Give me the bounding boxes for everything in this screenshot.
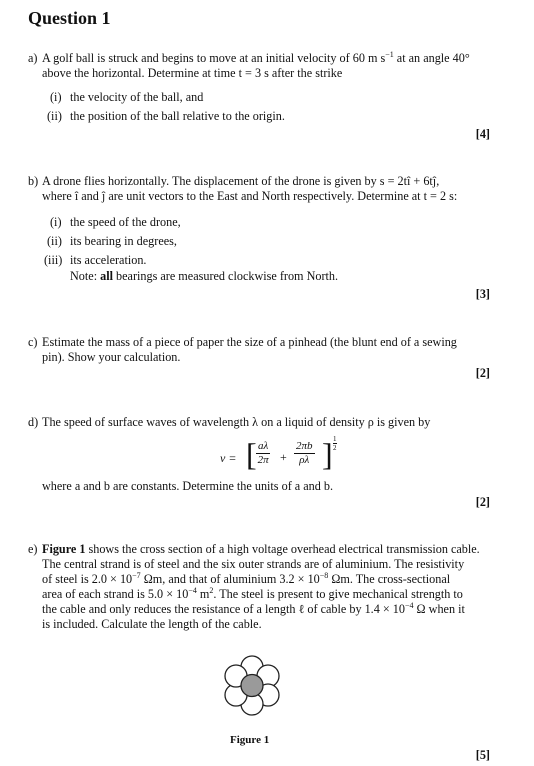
part-e-figure-ref: Figure 1 bbox=[42, 542, 86, 556]
equation-plus: + bbox=[280, 450, 287, 464]
cable-cross-section-diagram bbox=[208, 652, 296, 720]
fraction-2-numerator: 2πb bbox=[296, 440, 313, 452]
part-b-label: b) bbox=[28, 174, 39, 188]
part-e-line4-a: area of each strand is 5.0 × 10 bbox=[42, 587, 189, 601]
part-a-label: a) bbox=[28, 51, 38, 65]
part-e-line5-a: the cable and only reduces the resistance of a length ℓ of cable by 1.4 × 10 bbox=[42, 602, 405, 616]
part-c-label: c) bbox=[28, 335, 38, 349]
part-e-line3-c: Ωm. The cross-sectional bbox=[328, 572, 451, 586]
part-e-line4-sup2: 2 bbox=[209, 586, 214, 595]
exponent-denominator: 2 bbox=[333, 444, 337, 452]
part-a-line1 bbox=[42, 51, 470, 66]
part-e-line4-b: m bbox=[196, 587, 210, 601]
part-b-item-2-text: its bearing in degrees, bbox=[70, 234, 177, 248]
part-e-line3-sup1: −7 bbox=[132, 571, 141, 580]
part-e-marks: [5] bbox=[475, 748, 490, 762]
part-b-note bbox=[70, 269, 338, 284]
part-a-marks: [4] bbox=[475, 127, 490, 141]
part-b-line1: A drone flies horizontally. The displacement of the drone is given by s = 2tî + 6tĵ, bbox=[42, 174, 440, 188]
part-a-item-1-num: (i) bbox=[50, 90, 62, 104]
part-b-item-2-num: (ii) bbox=[47, 234, 62, 248]
part-c-line2: pin). Show your calculation. bbox=[42, 350, 181, 364]
part-e-line4-sup1: −4 bbox=[188, 586, 197, 595]
part-a-item-2-text: the position of the ball relative to the origin. bbox=[70, 109, 285, 123]
fraction-1-denominator: 2π bbox=[257, 454, 269, 466]
part-b-item-3-num: (iii) bbox=[44, 253, 63, 267]
figure-caption: Figure 1 bbox=[230, 734, 270, 746]
part-b-marks: [3] bbox=[475, 287, 490, 301]
part-b-item-1-text: the speed of the drone, bbox=[70, 215, 181, 229]
part-d-marks: [2] bbox=[475, 495, 490, 509]
equation-lhs: v = bbox=[220, 451, 237, 465]
part-d-line1: The speed of surface waves of wavelength λ on a liquid of density ρ is given by bbox=[42, 415, 431, 429]
part-e-line3-a: of steel is 2.0 × 10 bbox=[42, 572, 133, 586]
part-e-line3-sup2: −8 bbox=[319, 571, 329, 580]
part-e-line3-b: Ωm, and that of aluminium 3.2 × 10 bbox=[140, 572, 320, 586]
part-b-item-1-num: (i) bbox=[50, 215, 62, 229]
part-e-line1 bbox=[42, 542, 480, 557]
part-b-note-bold: all bbox=[100, 269, 113, 283]
equation-fraction-1 bbox=[256, 440, 270, 467]
fraction-2-denominator: ρλ bbox=[299, 454, 310, 466]
part-b-note-pre: Note: bbox=[70, 269, 101, 283]
part-e-line4 bbox=[42, 587, 463, 602]
part-a-item-1-text: the velocity of the ball, and bbox=[70, 90, 204, 104]
part-b-item-3-text: its acceleration. bbox=[70, 253, 147, 267]
part-c-marks: [2] bbox=[475, 366, 490, 380]
exponent-numerator: 1 bbox=[333, 435, 337, 443]
part-e-line4-c: . The steel is present to give mechanical strength to bbox=[213, 587, 463, 601]
steel-strand-center bbox=[241, 675, 263, 697]
part-d-label: d) bbox=[28, 415, 39, 429]
part-e-line5 bbox=[42, 602, 465, 617]
part-a-item-2-num: (ii) bbox=[47, 109, 62, 123]
part-e-line6: is included. Calculate the length of the cable. bbox=[42, 617, 262, 631]
equation-fraction-2 bbox=[294, 440, 315, 467]
equation-right-bracket: ] bbox=[322, 436, 333, 472]
part-b-note-post: bearings are measured clockwise from North. bbox=[113, 269, 339, 283]
part-e-line2: The central strand is of steel and the six outer strands are of aluminium. The resistivity bbox=[42, 557, 465, 571]
part-a-line1-end: at an angle 40° bbox=[393, 51, 470, 65]
part-d-line2: where a and b are constants. Determine the units of a and b. bbox=[42, 479, 334, 493]
question-title: Question 1 bbox=[28, 8, 111, 28]
part-a-line1-text: A golf ball is struck and begins to move at an initial velocity of 60 m s bbox=[42, 51, 386, 65]
part-e-line1-text: shows the cross section of a high voltage overhead electrical transmission cable. bbox=[85, 542, 480, 556]
part-a-line1-sup: −1 bbox=[385, 50, 394, 59]
fraction-1-numerator: aλ bbox=[258, 440, 269, 452]
part-e-label: e) bbox=[28, 542, 38, 556]
part-b-line2: where î and ĵ are unit vectors to the East and North respectively. Determine at t = 2 s: bbox=[42, 189, 458, 203]
equation-exponent bbox=[333, 435, 337, 452]
part-e-line3 bbox=[42, 572, 450, 587]
part-e-line5-b: Ω when it bbox=[413, 602, 465, 616]
part-a-line2: above the horizontal. Determine at time t = 3 s after the strike bbox=[42, 66, 343, 80]
part-c-line1: Estimate the mass of a piece of paper the size of a pinhead (the blunt end of a sewing bbox=[42, 335, 457, 349]
equation-left-bracket: [ bbox=[246, 436, 257, 472]
part-e-line5-sup: −4 bbox=[404, 601, 414, 610]
